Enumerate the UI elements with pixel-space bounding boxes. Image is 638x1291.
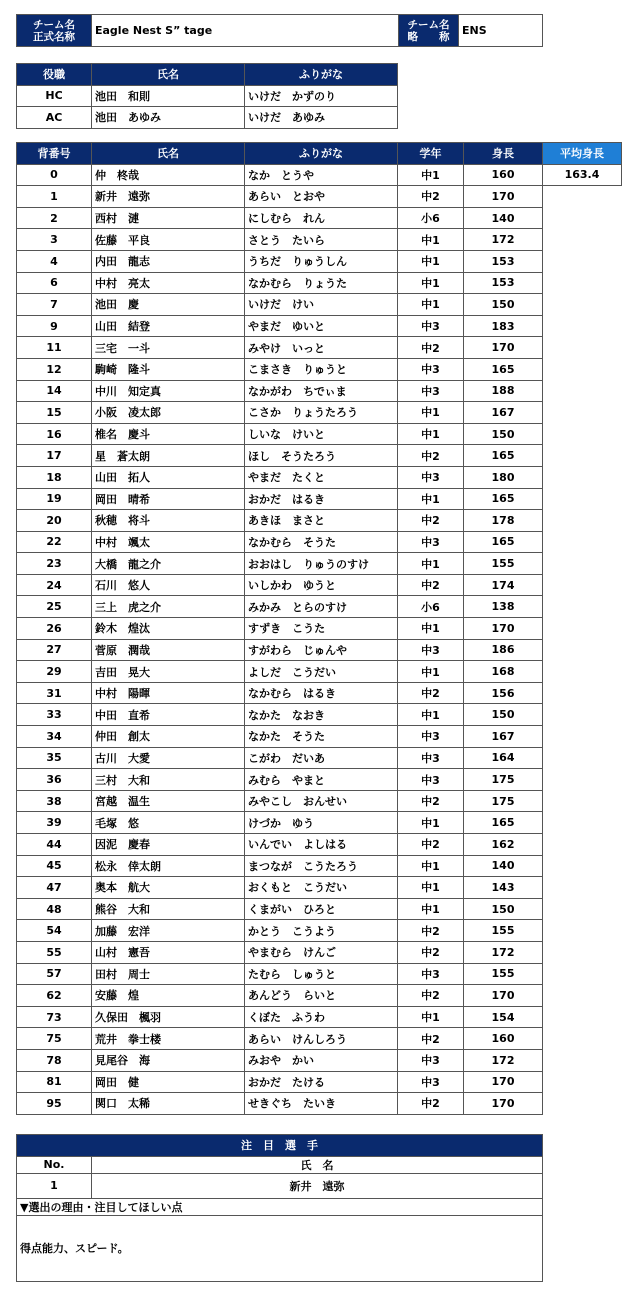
table-row: [17, 1071, 543, 1093]
player-number: 22: [17, 531, 92, 553]
player-kana: おくもと こうだい: [245, 877, 398, 899]
player-kana: くぼた ふうわ: [245, 1006, 398, 1028]
player-name: 奥本 航大: [92, 877, 245, 899]
player-grade: 中1: [398, 250, 464, 272]
table-row: [17, 790, 543, 812]
player-number: 62: [17, 985, 92, 1007]
player-name: 山田 拓人: [92, 466, 245, 488]
player-number: 38: [17, 790, 92, 812]
player-grade: 中2: [398, 985, 464, 1007]
player-height: 165: [464, 488, 543, 510]
player-height: 186: [464, 639, 543, 661]
player-grade: 中1: [398, 488, 464, 510]
player-grade: 中3: [398, 466, 464, 488]
table-row: [17, 1049, 543, 1071]
player-name: 中村 陽暉: [92, 682, 245, 704]
player-kana: かとう こうよう: [245, 920, 398, 942]
table-row: [17, 855, 543, 877]
player-kana: おおはし りゅうのすけ: [245, 553, 398, 575]
player-kana: けづか ゆう: [245, 812, 398, 834]
staff-row: [17, 85, 398, 107]
player-height: 188: [464, 380, 543, 402]
player-number: 29: [17, 661, 92, 683]
featured-table: [16, 1134, 543, 1282]
player-name: 星 蒼太朗: [92, 445, 245, 467]
player-height: 153: [464, 272, 543, 294]
roster-table: [16, 142, 543, 1115]
player-height: 150: [464, 898, 543, 920]
player-name: 仲 柊哉: [92, 164, 245, 186]
player-number: 27: [17, 639, 92, 661]
player-number: 7: [17, 294, 92, 316]
table-row: [17, 207, 543, 229]
player-height: 154: [464, 1006, 543, 1028]
table-row: [17, 898, 543, 920]
player-number: 36: [17, 769, 92, 791]
player-height: 170: [464, 985, 543, 1007]
player-number: 20: [17, 510, 92, 532]
table-row: [17, 250, 543, 272]
player-number: 44: [17, 834, 92, 856]
player-height: 138: [464, 596, 543, 618]
player-height: 165: [464, 358, 543, 380]
player-number: 0: [17, 164, 92, 186]
featured-no: 1: [17, 1173, 92, 1198]
player-grade: 中1: [398, 294, 464, 316]
featured-reason-label: ▼選出の理由・注目してほしい点: [17, 1198, 543, 1215]
player-grade: 中2: [398, 834, 464, 856]
table-row: [17, 747, 543, 769]
player-grade: 中2: [398, 186, 464, 208]
player-name: 毛塚 悠: [92, 812, 245, 834]
player-height: 150: [464, 704, 543, 726]
player-kana: よしだ こうだい: [245, 661, 398, 683]
player-name: 荒井 拳士楼: [92, 1028, 245, 1050]
player-grade: 中3: [398, 1049, 464, 1071]
player-height: 140: [464, 855, 543, 877]
player-height: 143: [464, 877, 543, 899]
player-grade: 中3: [398, 747, 464, 769]
player-kana: あきほ まさと: [245, 510, 398, 532]
player-number: 24: [17, 574, 92, 596]
player-number: 16: [17, 423, 92, 445]
player-kana: やまむら けんご: [245, 941, 398, 963]
staff-role: AC: [17, 107, 92, 129]
player-number: 2: [17, 207, 92, 229]
roster-header-kana: ふりがな: [245, 143, 398, 165]
roster-header-grade: 学年: [398, 143, 464, 165]
table-row: [17, 488, 543, 510]
featured-col-no: No.: [17, 1156, 92, 1173]
player-height: 170: [464, 1093, 543, 1115]
player-number: 25: [17, 596, 92, 618]
player-number: 95: [17, 1093, 92, 1115]
player-name: 鈴木 煌汰: [92, 618, 245, 640]
player-number: 39: [17, 812, 92, 834]
player-name: 池田 慶: [92, 294, 245, 316]
player-grade: 中1: [398, 402, 464, 424]
team-abbr-label: チーム名 略 称: [399, 15, 459, 47]
player-height: 160: [464, 164, 543, 186]
player-height: 172: [464, 1049, 543, 1071]
player-number: 17: [17, 445, 92, 467]
player-number: 11: [17, 337, 92, 359]
player-kana: おかだ はるき: [245, 488, 398, 510]
player-kana: まつなが こうたろう: [245, 855, 398, 877]
table-row: [17, 294, 543, 316]
player-height: 170: [464, 618, 543, 640]
table-row: [17, 812, 543, 834]
player-grade: 中1: [398, 704, 464, 726]
staff-role: HC: [17, 85, 92, 107]
staff-name: 池田 あゆみ: [92, 107, 245, 129]
player-height: 178: [464, 510, 543, 532]
player-height: 180: [464, 466, 543, 488]
player-name: 新井 遠弥: [92, 186, 245, 208]
table-row: [17, 726, 543, 748]
player-name: 駒崎 隆斗: [92, 358, 245, 380]
table-row: [17, 963, 543, 985]
player-grade: 中1: [398, 898, 464, 920]
table-row: [17, 1006, 543, 1028]
player-height: 140: [464, 207, 543, 229]
player-grade: 中2: [398, 510, 464, 532]
player-grade: 中1: [398, 877, 464, 899]
table-row: [17, 358, 543, 380]
player-grade: 中1: [398, 855, 464, 877]
table-row: [17, 769, 543, 791]
player-kana: みおや かい: [245, 1049, 398, 1071]
player-height: 170: [464, 337, 543, 359]
player-grade: 中2: [398, 941, 464, 963]
player-kana: いんでい よしはる: [245, 834, 398, 856]
roster-header-number: 背番号: [17, 143, 92, 165]
player-grade: 小6: [398, 596, 464, 618]
player-height: 175: [464, 790, 543, 812]
player-kana: あらい けんしろう: [245, 1028, 398, 1050]
player-kana: なかむら そうた: [245, 531, 398, 553]
player-height: 165: [464, 531, 543, 553]
player-kana: みやけ いっと: [245, 337, 398, 359]
player-height: 172: [464, 941, 543, 963]
staff-header-role: 役職: [17, 64, 92, 86]
team-name-label: チーム名 正式名称: [17, 15, 92, 47]
player-name: 久保田 楓羽: [92, 1006, 245, 1028]
player-name: 三上 虎之介: [92, 596, 245, 618]
player-grade: 中2: [398, 790, 464, 812]
average-height-label: 平均身長: [543, 143, 622, 165]
player-height: 156: [464, 682, 543, 704]
player-height: 150: [464, 294, 543, 316]
player-name: 三宅 一斗: [92, 337, 245, 359]
table-row: [17, 466, 543, 488]
table-row: [17, 985, 543, 1007]
table-row: [17, 553, 543, 575]
player-name: 岡田 健: [92, 1071, 245, 1093]
player-kana: すずき こうた: [245, 618, 398, 640]
table-row: [17, 618, 543, 640]
table-row: [17, 423, 543, 445]
roster-header-height: 身長: [464, 143, 543, 165]
player-grade: 小6: [398, 207, 464, 229]
table-row: [17, 272, 543, 294]
player-name: 山村 憲吾: [92, 941, 245, 963]
table-row: [17, 531, 543, 553]
table-row: [17, 1028, 543, 1050]
player-kana: なかむら はるき: [245, 682, 398, 704]
player-number: 23: [17, 553, 92, 575]
table-row: [17, 639, 543, 661]
featured-name: 新井 遠弥: [92, 1173, 543, 1198]
table-row: [17, 682, 543, 704]
average-height-table: [542, 142, 622, 186]
player-name: 西村 漣: [92, 207, 245, 229]
player-kana: みむら やまと: [245, 769, 398, 791]
table-row: [17, 337, 543, 359]
player-name: 宮越 温生: [92, 790, 245, 812]
player-height: 165: [464, 812, 543, 834]
player-number: 57: [17, 963, 92, 985]
player-grade: 中2: [398, 1028, 464, 1050]
table-row: [17, 920, 543, 942]
player-name: 因泥 慶春: [92, 834, 245, 856]
player-height: 167: [464, 402, 543, 424]
player-grade: 中1: [398, 229, 464, 251]
player-name: 田村 周士: [92, 963, 245, 985]
player-grade: 中2: [398, 445, 464, 467]
player-name: 三村 大和: [92, 769, 245, 791]
table-row: [17, 510, 543, 532]
table-row: [17, 596, 543, 618]
table-row: [17, 315, 543, 337]
player-kana: こがわ だいあ: [245, 747, 398, 769]
player-kana: いしかわ ゆうと: [245, 574, 398, 596]
player-kana: たむら しゅうと: [245, 963, 398, 985]
player-name: 大橋 龍之介: [92, 553, 245, 575]
player-number: 3: [17, 229, 92, 251]
staff-table: [16, 63, 398, 129]
player-grade: 中3: [398, 358, 464, 380]
table-row: [17, 229, 543, 251]
player-grade: 中2: [398, 337, 464, 359]
player-height: 160: [464, 1028, 543, 1050]
player-number: 54: [17, 920, 92, 942]
player-height: 170: [464, 1071, 543, 1093]
average-height-value: 163.4: [543, 164, 622, 186]
player-name: 佐藤 平良: [92, 229, 245, 251]
table-row: [17, 941, 543, 963]
featured-reason-text: 得点能力、スピード。: [17, 1215, 543, 1281]
player-grade: 中1: [398, 553, 464, 575]
player-height: 155: [464, 920, 543, 942]
player-name: 中村 亮太: [92, 272, 245, 294]
player-height: 153: [464, 250, 543, 272]
player-number: 45: [17, 855, 92, 877]
table-row: [17, 704, 543, 726]
player-kana: さとう たいら: [245, 229, 398, 251]
player-number: 78: [17, 1049, 92, 1071]
player-name: 中村 颯太: [92, 531, 245, 553]
featured-col-name: 氏 名: [92, 1156, 543, 1173]
player-name: 熊谷 大和: [92, 898, 245, 920]
player-grade: 中1: [398, 164, 464, 186]
player-grade: 中3: [398, 726, 464, 748]
player-name: 山田 結登: [92, 315, 245, 337]
player-kana: こまさき りゅうと: [245, 358, 398, 380]
player-grade: 中1: [398, 618, 464, 640]
team-name-value: Eagle Nest S” tage: [92, 15, 399, 47]
team-info-table: [16, 14, 543, 47]
player-name: 見尾谷 海: [92, 1049, 245, 1071]
player-height: 183: [464, 315, 543, 337]
player-kana: なかた なおき: [245, 704, 398, 726]
roster-header-name: 氏名: [92, 143, 245, 165]
player-number: 12: [17, 358, 92, 380]
player-name: 仲田 創太: [92, 726, 245, 748]
player-height: 162: [464, 834, 543, 856]
player-kana: なか とうや: [245, 164, 398, 186]
player-kana: なかがわ ちでぃま: [245, 380, 398, 402]
staff-kana: いけだ かずのり: [245, 85, 398, 107]
player-grade: 中1: [398, 272, 464, 294]
player-grade: 中3: [398, 639, 464, 661]
player-number: 4: [17, 250, 92, 272]
player-grade: 中3: [398, 531, 464, 553]
player-height: 167: [464, 726, 543, 748]
table-row: [17, 445, 543, 467]
player-name: 内田 龍志: [92, 250, 245, 272]
player-number: 48: [17, 898, 92, 920]
player-grade: 中3: [398, 1071, 464, 1093]
player-grade: 中2: [398, 682, 464, 704]
staff-name: 池田 和則: [92, 85, 245, 107]
player-number: 15: [17, 402, 92, 424]
player-height: 175: [464, 769, 543, 791]
featured-title: 注 目 選 手: [17, 1135, 543, 1157]
staff-row: [17, 107, 398, 129]
staff-header-name: 氏名: [92, 64, 245, 86]
player-height: 164: [464, 747, 543, 769]
player-number: 6: [17, 272, 92, 294]
table-row: [17, 380, 543, 402]
table-row: [17, 402, 543, 424]
player-number: 19: [17, 488, 92, 510]
player-number: 31: [17, 682, 92, 704]
player-kana: ほし そうたろう: [245, 445, 398, 467]
player-grade: 中1: [398, 812, 464, 834]
player-height: 155: [464, 963, 543, 985]
table-row: [17, 661, 543, 683]
player-number: 1: [17, 186, 92, 208]
player-kana: あらい とおや: [245, 186, 398, 208]
player-kana: いけだ けい: [245, 294, 398, 316]
player-kana: みやこし おんせい: [245, 790, 398, 812]
table-row: [17, 877, 543, 899]
table-row: [17, 186, 543, 208]
player-number: 81: [17, 1071, 92, 1093]
player-kana: なかむら りょうた: [245, 272, 398, 294]
player-name: 秋穂 将斗: [92, 510, 245, 532]
player-kana: すがわら じゅんや: [245, 639, 398, 661]
player-name: 岡田 晴希: [92, 488, 245, 510]
player-height: 150: [464, 423, 543, 445]
table-row: [17, 574, 543, 596]
player-kana: しいな けいと: [245, 423, 398, 445]
player-kana: なかた そうた: [245, 726, 398, 748]
player-name: 吉田 晃大: [92, 661, 245, 683]
player-number: 55: [17, 941, 92, 963]
player-kana: せきぐち たいき: [245, 1093, 398, 1115]
player-height: 155: [464, 553, 543, 575]
player-name: 椎名 慶斗: [92, 423, 245, 445]
player-number: 18: [17, 466, 92, 488]
table-row: [17, 1093, 543, 1115]
player-kana: くまがい ひろと: [245, 898, 398, 920]
player-kana: こさか りょうたろう: [245, 402, 398, 424]
player-kana: やまだ たくと: [245, 466, 398, 488]
table-row: [17, 834, 543, 856]
player-height: 170: [464, 186, 543, 208]
player-number: 47: [17, 877, 92, 899]
player-number: 33: [17, 704, 92, 726]
player-kana: みかみ とらのすけ: [245, 596, 398, 618]
player-grade: 中2: [398, 1093, 464, 1115]
player-name: 加藤 宏洋: [92, 920, 245, 942]
player-grade: 中3: [398, 769, 464, 791]
player-name: 安藤 煌: [92, 985, 245, 1007]
player-height: 174: [464, 574, 543, 596]
player-height: 165: [464, 445, 543, 467]
player-name: 中川 知定真: [92, 380, 245, 402]
player-grade: 中1: [398, 661, 464, 683]
player-grade: 中3: [398, 963, 464, 985]
player-height: 168: [464, 661, 543, 683]
player-number: 9: [17, 315, 92, 337]
player-name: 中田 直希: [92, 704, 245, 726]
player-number: 26: [17, 618, 92, 640]
player-kana: にしむら れん: [245, 207, 398, 229]
player-name: 関口 太稀: [92, 1093, 245, 1115]
table-row: [17, 164, 543, 186]
player-grade: 中1: [398, 1006, 464, 1028]
player-kana: やまだ ゆいと: [245, 315, 398, 337]
player-name: 菅原 潤哉: [92, 639, 245, 661]
player-name: 松永 倖太朗: [92, 855, 245, 877]
player-number: 14: [17, 380, 92, 402]
player-grade: 中2: [398, 574, 464, 596]
player-number: 73: [17, 1006, 92, 1028]
player-name: 石川 悠人: [92, 574, 245, 596]
player-name: 古川 大愛: [92, 747, 245, 769]
staff-header-kana: ふりがな: [245, 64, 398, 86]
player-number: 34: [17, 726, 92, 748]
player-kana: あんどう らいと: [245, 985, 398, 1007]
player-kana: うちだ りゅうしん: [245, 250, 398, 272]
player-grade: 中2: [398, 920, 464, 942]
player-grade: 中1: [398, 423, 464, 445]
staff-kana: いけだ あゆみ: [245, 107, 398, 129]
player-name: 小阪 凌太郎: [92, 402, 245, 424]
player-kana: おかだ たける: [245, 1071, 398, 1093]
player-number: 75: [17, 1028, 92, 1050]
team-abbr-value: ENS: [459, 15, 543, 47]
player-height: 172: [464, 229, 543, 251]
player-grade: 中3: [398, 380, 464, 402]
player-number: 35: [17, 747, 92, 769]
player-grade: 中3: [398, 315, 464, 337]
